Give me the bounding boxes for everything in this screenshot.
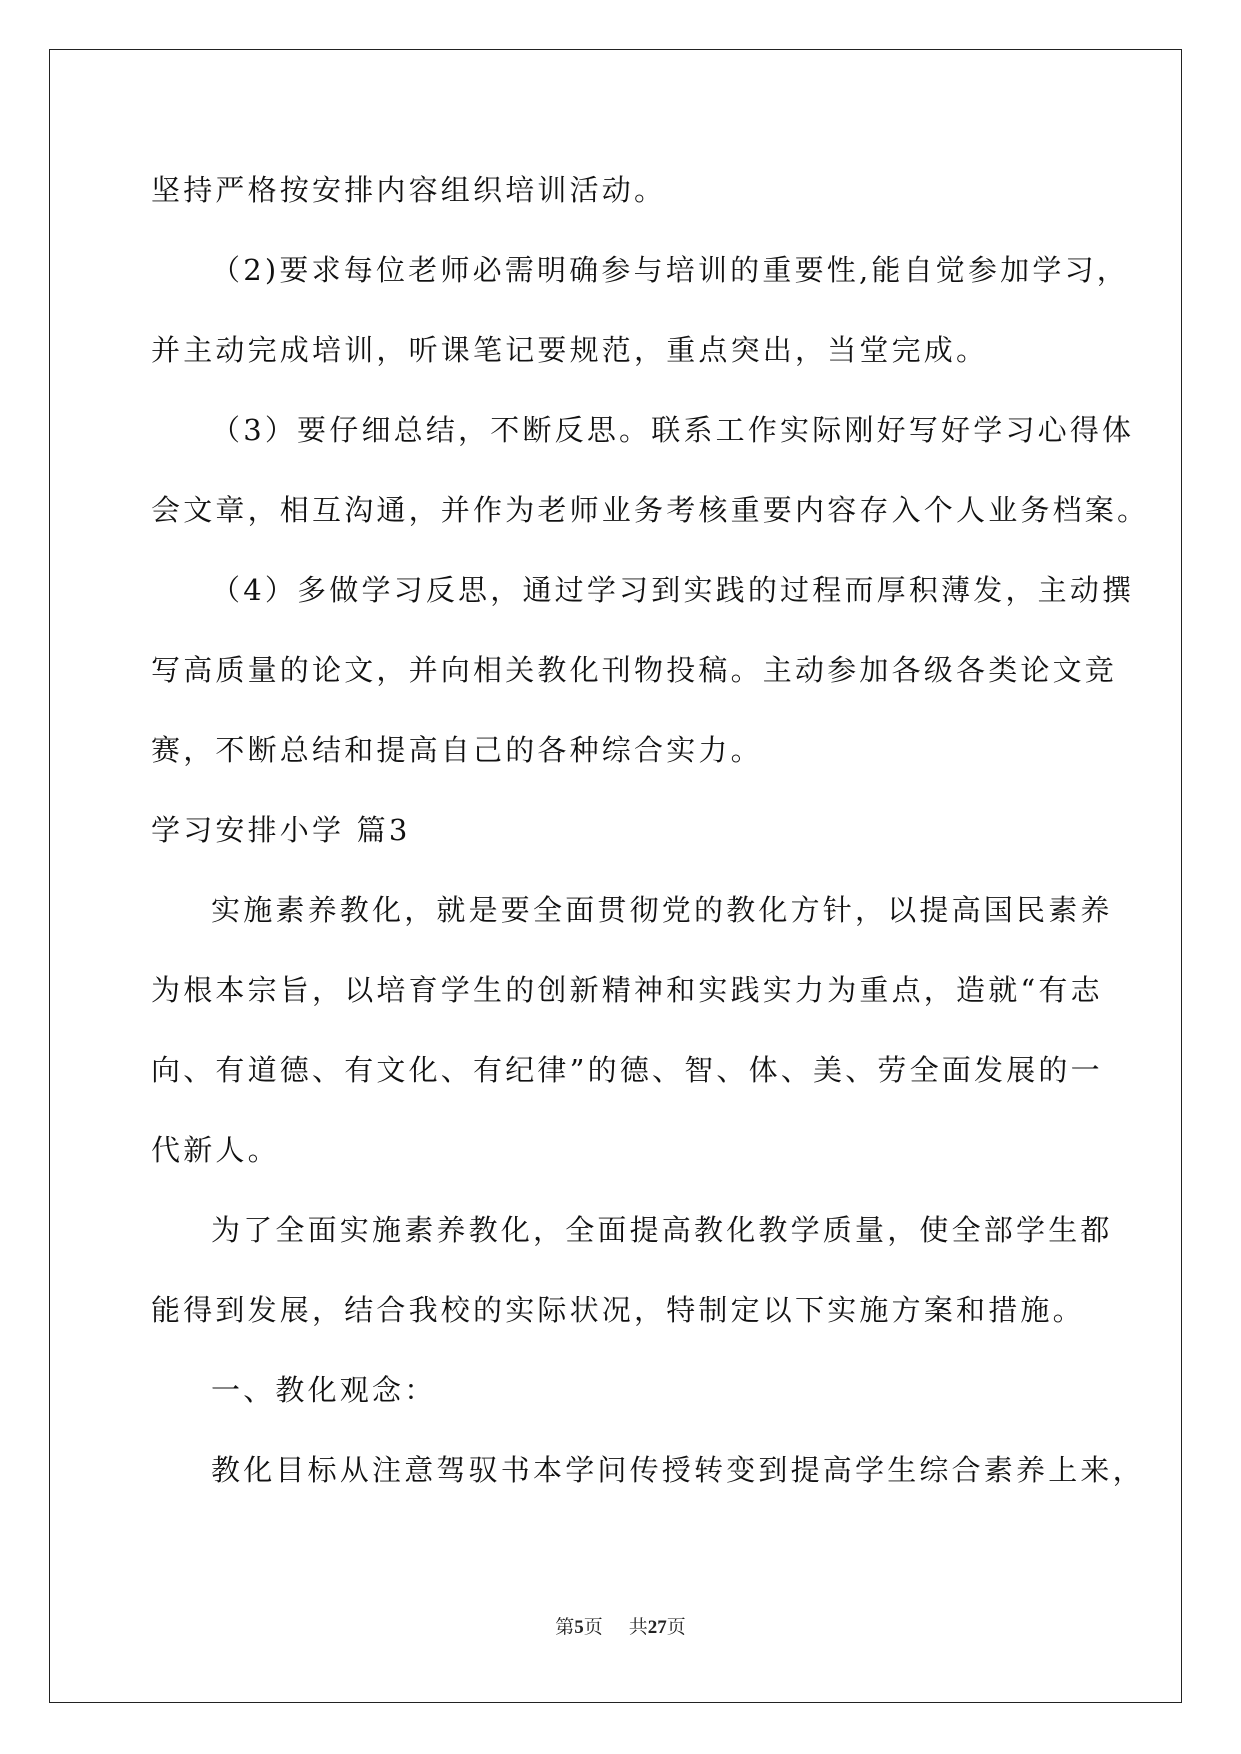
text-line-13: 代新人。 (151, 1133, 280, 1167)
text-line-2: （2)要求每位老师必需明确参与培训的重要性,能自觉参加学习， (211, 253, 1129, 287)
footer-page-prefix: 第 (555, 1617, 575, 1638)
text-line-10: 实施素养教化，就是要全面贯彻党的教化方针，以提高国民素养 (211, 893, 1113, 927)
text-line-12: 向、有道德、有文化、有纪律”的德、智、体、美、劳全面发展的一 (151, 1053, 1103, 1087)
page-footer (0, 1612, 1241, 1639)
text-line-16: 一、教化观念： (211, 1373, 437, 1407)
text-line-14: 为了全面实施素养教化，全面提高教化教学质量，使全部学生都 (211, 1213, 1113, 1247)
footer-total-prefix: 共 (628, 1617, 648, 1638)
text-line-17: 教化目标从注意驾驭书本学问传授转变到提高学生综合素养上来， (211, 1453, 1145, 1487)
text-line-6: （4）多做学习反思，通过学习到实践的过程而厚积薄发，主动撰 (211, 573, 1135, 607)
footer-page-suffix: 页 (583, 1617, 603, 1638)
text-line-7: 写高质量的论文，并向相关教化刊物投稿。主动参加各级各类论文竞 (151, 653, 1118, 687)
text-line-3: 并主动完成培训，听课笔记要规范，重点突出，当堂完成。 (151, 333, 989, 367)
text-line-8: 赛，不断总结和提高自己的各种综合实力。 (151, 733, 763, 767)
footer-page-current: 5 (574, 1617, 584, 1638)
footer-page-total: 27 (647, 1617, 667, 1638)
section-heading: 学习安排小学 篇3 (151, 813, 411, 847)
text-line-1: 坚持严格按安排内容组织培训活动。 (151, 173, 667, 207)
text-line-15: 能得到发展，结合我校的实际状况，特制定以下实施方案和措施。 (151, 1293, 1085, 1327)
text-line-11: 为根本宗旨，以培育学生的创新精神和实践实力为重点，造就“有志 (151, 973, 1103, 1007)
footer-total-suffix: 页 (666, 1617, 686, 1638)
text-line-5: 会文章，相互沟通，并作为老师业务考核重要内容存入个人业务档案。 (151, 493, 1150, 527)
text-line-4: （3）要仔细总结，不断反思。联系工作实际刚好写好学习心得体 (211, 413, 1135, 447)
